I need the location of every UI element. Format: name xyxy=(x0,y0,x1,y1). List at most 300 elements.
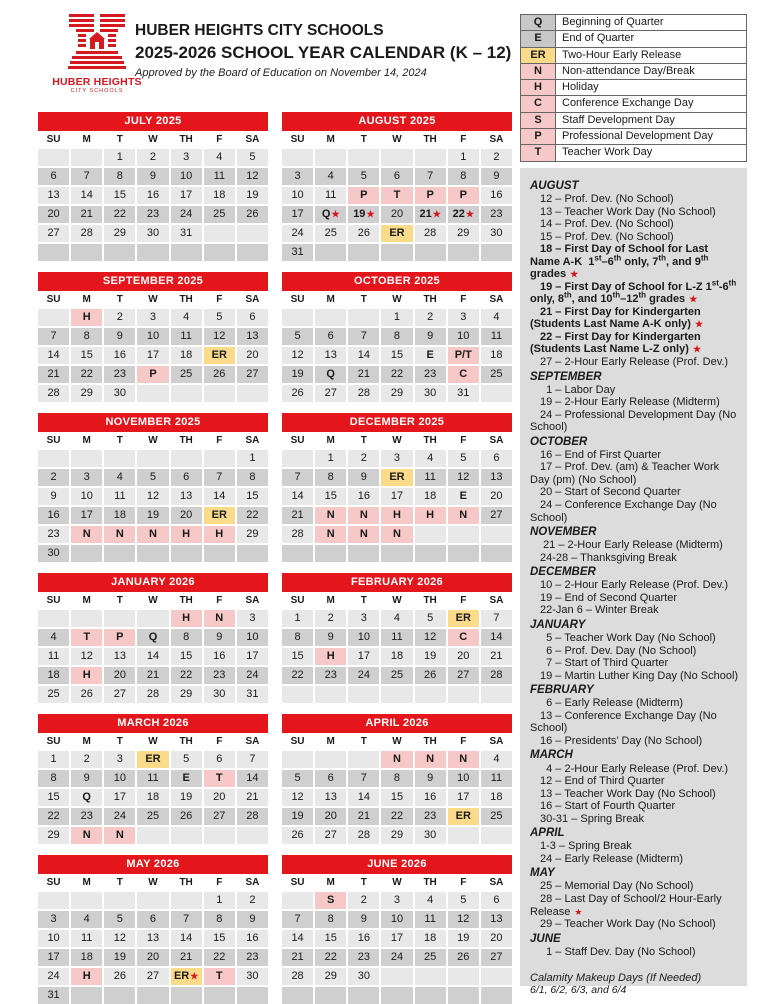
day-cell: 22 xyxy=(204,949,235,966)
day-cell: 3 xyxy=(282,168,313,185)
day-cell xyxy=(315,507,346,524)
day-cell: 19 xyxy=(448,930,479,947)
star-icon: ★ xyxy=(574,906,583,917)
day-cell-label: N xyxy=(359,528,368,540)
day-cell: 18 xyxy=(71,949,102,966)
month-december xyxy=(282,413,512,562)
logo-title: HUBER HEIGHTS xyxy=(52,76,142,88)
star-icon: ★ xyxy=(692,344,702,355)
district-logo xyxy=(50,12,144,94)
sidebar-item: 21 – 2-Hour Early Release (Midterm) xyxy=(540,539,723,552)
day-cell: 22 xyxy=(38,808,69,825)
legend-label: Teacher Work Day xyxy=(562,146,653,159)
day-cell-empty xyxy=(348,149,379,166)
day-cell: 2 xyxy=(71,751,102,768)
day-cell-empty xyxy=(137,545,168,562)
day-cell xyxy=(315,648,346,665)
day-header: F xyxy=(204,434,235,448)
day-cell: 4 xyxy=(171,309,202,326)
day-header: F xyxy=(204,293,235,307)
day-header-row xyxy=(282,133,512,147)
day-header: TH xyxy=(415,293,446,307)
day-header: SA xyxy=(481,735,512,749)
day-header: TH xyxy=(171,293,202,307)
day-cell: 31 xyxy=(38,987,69,1004)
day-cell: 9 xyxy=(415,328,446,345)
day-cell: 3 xyxy=(381,892,412,909)
day-cell-empty xyxy=(381,244,412,261)
day-cell: 10 xyxy=(237,629,268,646)
week-row xyxy=(282,949,512,966)
day-cell: 20 xyxy=(104,667,135,684)
day-cell: 18 xyxy=(204,187,235,204)
day-cell-label: 19 xyxy=(353,208,366,220)
day-cell: 10 xyxy=(448,770,479,787)
week-row xyxy=(38,385,268,402)
sidebar-item: 24-28 – Thanksgiving Break xyxy=(540,551,677,564)
day-cell: 5 xyxy=(137,469,168,486)
day-cell: 11 xyxy=(381,629,412,646)
day-header: SU xyxy=(282,434,313,448)
day-cell: 14 xyxy=(171,930,202,947)
day-cell: 27 xyxy=(481,507,512,524)
day-header: TH xyxy=(415,434,446,448)
day-cell: 30 xyxy=(348,968,379,985)
day-cell: 17 xyxy=(348,648,379,665)
day-cell: 29 xyxy=(71,385,102,402)
day-cell: 6 xyxy=(481,892,512,909)
day-cell: 9 xyxy=(348,469,379,486)
day-cell xyxy=(448,488,479,505)
day-cell: 26 xyxy=(171,808,202,825)
day-cell: 29 xyxy=(237,526,268,543)
day-cell-empty xyxy=(348,244,379,261)
day-cell-label: N xyxy=(115,528,124,540)
day-cell-empty xyxy=(38,892,69,909)
legend-row xyxy=(520,64,747,80)
day-cell-empty xyxy=(415,968,446,985)
day-cell-label: E xyxy=(182,772,190,784)
day-cell: 26 xyxy=(348,225,379,242)
week-row xyxy=(38,507,268,524)
week-row xyxy=(282,827,512,844)
day-cell xyxy=(137,366,168,383)
day-header: SU xyxy=(38,876,69,890)
week-row xyxy=(38,149,268,166)
day-cell-empty xyxy=(315,149,346,166)
week-row xyxy=(38,987,268,1004)
day-cell: 7 xyxy=(171,911,202,928)
day-cell: 9 xyxy=(237,911,268,928)
day-cell: 18 xyxy=(381,648,412,665)
day-cell-empty xyxy=(71,450,102,467)
day-cell: 27 xyxy=(104,686,135,703)
day-cell-empty xyxy=(71,545,102,562)
sidebar-item: 1-3 – Spring Break xyxy=(540,840,632,853)
day-cell: 24 xyxy=(348,667,379,684)
day-cell-label: T xyxy=(215,772,223,784)
day-cell: 12 xyxy=(415,629,446,646)
day-cell: 3 xyxy=(171,149,202,166)
day-cell-empty xyxy=(104,987,135,1004)
week-row xyxy=(282,366,512,383)
sidebar-month-heading: MARCH xyxy=(530,749,573,762)
day-cell: 1 xyxy=(237,450,268,467)
day-cell-empty xyxy=(448,545,479,562)
day-cell: 14 xyxy=(38,347,69,364)
sidebar-item: 19 – End of Second Quarter xyxy=(540,591,677,604)
legend-row xyxy=(520,31,747,47)
day-cell-label: Q xyxy=(148,631,158,643)
day-cell: 6 xyxy=(171,469,202,486)
day-header: SA xyxy=(237,594,268,608)
sidebar-item: 13 – Conference Exchange Day (No School) xyxy=(530,709,720,735)
day-header: T xyxy=(104,434,135,448)
day-cell: 8 xyxy=(104,168,135,185)
star-icon: ★ xyxy=(695,319,704,330)
day-cell: 2 xyxy=(315,610,346,627)
sidebar-item: 18 – First Day of School for Last Name A-K 1st–6th only, 7th, and 9th grades ★ xyxy=(530,243,712,281)
week-row xyxy=(282,968,512,985)
day-cell-label: ER xyxy=(389,471,405,483)
day-cell-empty xyxy=(282,987,313,1004)
day-cell: 14 xyxy=(282,488,313,505)
week-row xyxy=(38,488,268,505)
day-cell-empty xyxy=(204,545,235,562)
sidebar-item: 17 – Prof. Dev. (am) & Teacher Work Day (pm) (No School) xyxy=(530,461,723,486)
day-cell xyxy=(315,366,346,383)
day-cell xyxy=(171,610,202,627)
day-header: T xyxy=(348,293,379,307)
day-cell: 19 xyxy=(104,949,135,966)
day-cell: 21 xyxy=(282,949,313,966)
month-title: OCTOBER 2025 xyxy=(282,272,512,291)
day-header: M xyxy=(71,876,102,890)
day-cell-label: Q xyxy=(82,791,91,803)
day-cell: 28 xyxy=(348,827,379,844)
day-cell xyxy=(204,507,235,524)
day-cell-empty xyxy=(38,309,69,326)
day-header: T xyxy=(104,594,135,608)
day-cell-empty xyxy=(415,149,446,166)
day-cell-empty xyxy=(481,244,512,261)
day-cell: 25 xyxy=(381,667,412,684)
day-cell xyxy=(204,610,235,627)
day-header: M xyxy=(315,434,346,448)
day-cell xyxy=(71,789,102,806)
day-cell: 15 xyxy=(381,789,412,806)
week-row xyxy=(38,930,268,947)
day-cell: 14 xyxy=(137,648,168,665)
week-row xyxy=(38,949,268,966)
day-header: SA xyxy=(481,876,512,890)
day-cell-empty xyxy=(448,968,479,985)
day-cell-label: 22 xyxy=(452,208,465,220)
week-row xyxy=(282,610,512,627)
day-cell: 5 xyxy=(171,751,202,768)
day-cell: 14 xyxy=(71,187,102,204)
week-row xyxy=(282,244,512,261)
day-cell-empty xyxy=(448,526,479,543)
day-cell: 7 xyxy=(348,328,379,345)
day-cell-label: E xyxy=(426,349,434,361)
week-row xyxy=(38,206,268,223)
day-cell xyxy=(348,206,379,223)
day-cell-empty xyxy=(38,244,69,261)
sidebar-item: 24 – Early Release (Midterm) xyxy=(540,852,684,865)
day-cell-empty xyxy=(381,987,412,1004)
day-cell: 19 xyxy=(282,366,313,383)
day-cell: 14 xyxy=(282,930,313,947)
star-icon: ★ xyxy=(331,209,340,219)
month-title: FEBRUARY 2026 xyxy=(282,573,512,592)
sidebar-month-heading: APRIL xyxy=(530,827,565,840)
day-cell-label: N xyxy=(149,528,157,540)
day-cell xyxy=(448,629,479,646)
week-row xyxy=(38,827,268,844)
day-cell: 20 xyxy=(237,347,268,364)
day-cell: 2 xyxy=(104,309,135,326)
day-cell-empty xyxy=(282,545,313,562)
day-cell xyxy=(381,751,412,768)
day-cell xyxy=(137,526,168,543)
day-header: SA xyxy=(481,594,512,608)
day-cell xyxy=(415,347,446,364)
day-cell-label: ER xyxy=(455,810,471,822)
day-cell: 11 xyxy=(38,648,69,665)
day-cell: 21 xyxy=(348,808,379,825)
week-row xyxy=(282,789,512,806)
day-header: T xyxy=(104,293,135,307)
day-cell: 25 xyxy=(481,366,512,383)
day-header-row xyxy=(38,594,268,608)
week-row xyxy=(282,526,512,543)
day-cell: 3 xyxy=(137,309,168,326)
day-cell: 24 xyxy=(381,949,412,966)
day-header: T xyxy=(348,876,379,890)
day-cell: 22 xyxy=(237,507,268,524)
day-cell: 23 xyxy=(137,206,168,223)
sidebar-item: 22 – First Day for Kindergarten (Students Last Name L-Z only) ★ xyxy=(530,330,704,356)
day-cell: 1 xyxy=(381,309,412,326)
day-cell: 4 xyxy=(481,309,512,326)
day-cell-empty xyxy=(204,225,235,242)
sidebar-item: 19 – Martin Luther King Day (No School) xyxy=(540,669,739,682)
sidebar-item: 1 – Staff Dev. Day (No School) xyxy=(540,945,696,958)
day-cell: 17 xyxy=(104,789,135,806)
day-cell: 23 xyxy=(481,206,512,223)
day-cell-empty xyxy=(104,892,135,909)
day-cell-label: H xyxy=(215,528,224,540)
week-row xyxy=(282,469,512,486)
week-row xyxy=(38,469,268,486)
week-row xyxy=(38,526,268,543)
day-cell: 21 xyxy=(237,789,268,806)
day-cell xyxy=(204,968,235,985)
day-header-row xyxy=(38,293,268,307)
day-header: M xyxy=(71,594,102,608)
day-cell: 10 xyxy=(104,770,135,787)
day-cell-empty xyxy=(171,892,202,909)
day-cell-label: P xyxy=(360,189,368,201)
day-cell xyxy=(171,526,202,543)
day-cell: 17 xyxy=(237,648,268,665)
day-cell: 17 xyxy=(448,789,479,806)
day-cell xyxy=(104,526,135,543)
day-cell: 26 xyxy=(204,366,235,383)
day-cell: 8 xyxy=(171,629,202,646)
day-cell xyxy=(315,892,346,909)
day-header: W xyxy=(381,133,412,147)
day-cell: 7 xyxy=(204,469,235,486)
day-cell: 31 xyxy=(448,385,479,402)
day-cell: 26 xyxy=(71,686,102,703)
day-cell: 13 xyxy=(481,911,512,928)
day-cell-empty xyxy=(38,450,69,467)
day-cell: 26 xyxy=(282,827,313,844)
legend-row xyxy=(520,129,747,145)
day-header: W xyxy=(381,735,412,749)
day-cell: 9 xyxy=(104,328,135,345)
day-cell: 18 xyxy=(481,789,512,806)
week-row xyxy=(282,168,512,185)
day-cell: 5 xyxy=(282,328,313,345)
footnote-title: Calamity Makeup Days (If Needed) xyxy=(530,972,702,985)
sidebar-item: 19 – 2-Hour Early Release (Midterm) xyxy=(540,396,720,409)
month-title: APRIL 2026 xyxy=(282,714,512,733)
day-cell-empty xyxy=(137,385,168,402)
day-cell-empty xyxy=(71,987,102,1004)
star-icon: ★ xyxy=(689,294,698,305)
day-cell: 12 xyxy=(282,347,313,364)
week-row xyxy=(38,751,268,768)
day-cell: 30 xyxy=(204,686,235,703)
day-cell: 7 xyxy=(237,751,268,768)
day-cell-label: Q xyxy=(326,368,335,380)
day-cell: 5 xyxy=(415,610,446,627)
day-cell-empty xyxy=(38,610,69,627)
day-cell: 4 xyxy=(71,911,102,928)
day-cell: 7 xyxy=(282,469,313,486)
sidebar-item: 4 – 2-Hour Early Release (Prof. Dev.) xyxy=(540,762,729,775)
day-cell: 15 xyxy=(381,347,412,364)
day-cell-empty xyxy=(137,987,168,1004)
day-cell-empty xyxy=(381,968,412,985)
day-cell: 17 xyxy=(381,488,412,505)
day-cell: 6 xyxy=(38,168,69,185)
day-cell: 3 xyxy=(381,450,412,467)
day-cell xyxy=(448,751,479,768)
sidebar-item: 19 – First Day of School for L-Z 1st-6th only, 8th, and 10th–12th grades ★ xyxy=(530,278,740,306)
day-cell-empty xyxy=(481,827,512,844)
day-cell-empty xyxy=(348,751,379,768)
day-cell: 13 xyxy=(104,648,135,665)
day-cell-empty xyxy=(104,610,135,627)
month-title: NOVEMBER 2025 xyxy=(38,413,268,432)
day-cell: 10 xyxy=(137,328,168,345)
day-cell xyxy=(448,610,479,627)
day-cell-empty xyxy=(315,244,346,261)
day-cell: 16 xyxy=(415,789,446,806)
sidebar-sections xyxy=(530,180,739,958)
sidebar-month-heading: JUNE xyxy=(530,932,561,945)
day-cell: 16 xyxy=(348,930,379,947)
day-cell: 21 xyxy=(171,949,202,966)
sidebar-item: 5 – Teacher Work Day (No School) xyxy=(540,632,716,645)
month-august xyxy=(282,112,512,261)
day-cell: 17 xyxy=(38,949,69,966)
day-header: W xyxy=(137,133,168,147)
day-cell: 5 xyxy=(448,892,479,909)
day-cell-label: N xyxy=(359,509,368,521)
day-cell: 9 xyxy=(204,629,235,646)
sidebar-item: 6 – Early Release (Midterm) xyxy=(540,697,684,710)
week-row xyxy=(282,206,512,223)
day-header: M xyxy=(71,293,102,307)
day-header: TH xyxy=(415,876,446,890)
month-title: MAY 2026 xyxy=(38,855,268,874)
day-cell xyxy=(71,629,102,646)
day-cell: 16 xyxy=(204,648,235,665)
legend-key: N xyxy=(521,64,556,79)
day-cell: 21 xyxy=(481,648,512,665)
day-cell: 22 xyxy=(381,808,412,825)
day-cell xyxy=(315,526,346,543)
day-cell-empty xyxy=(104,545,135,562)
day-cell: 20 xyxy=(315,808,346,825)
day-cell: 25 xyxy=(415,949,446,966)
day-cell-label: P/T xyxy=(454,349,472,361)
day-cell xyxy=(448,206,479,223)
day-cell-label: ER xyxy=(211,509,227,521)
day-cell: 5 xyxy=(204,309,235,326)
day-cell: 21 xyxy=(137,667,168,684)
day-cell: 24 xyxy=(38,968,69,985)
page-subtitle: 2025-2026 SCHOOL YEAR CALENDAR (K – 12) xyxy=(135,43,512,62)
day-cell-empty xyxy=(282,149,313,166)
month-title: JANUARY 2026 xyxy=(38,573,268,592)
day-cell-label: ER xyxy=(389,227,405,239)
day-cell xyxy=(415,507,446,524)
day-cell: 8 xyxy=(315,469,346,486)
day-cell-label: N xyxy=(393,753,401,765)
sidebar-item: 24 – Conference Exchange Day (No School) xyxy=(530,499,720,524)
day-cell: 3 xyxy=(237,610,268,627)
day-cell: 14 xyxy=(481,629,512,646)
day-cell-empty xyxy=(381,545,412,562)
day-header: F xyxy=(204,735,235,749)
day-cell: 28 xyxy=(348,385,379,402)
day-cell: 14 xyxy=(348,789,379,806)
day-header: SU xyxy=(38,594,69,608)
day-cell: 21 xyxy=(348,366,379,383)
day-cell: 18 xyxy=(415,930,446,947)
day-cell: 1 xyxy=(282,610,313,627)
day-cell-label: C xyxy=(459,368,468,380)
day-cell: 15 xyxy=(171,648,202,665)
day-cell: 11 xyxy=(415,911,446,928)
day-cell: 18 xyxy=(38,667,69,684)
day-cell-empty xyxy=(171,244,202,261)
day-header: M xyxy=(315,735,346,749)
month-november xyxy=(38,413,268,562)
day-cell-label: H xyxy=(182,528,191,540)
day-cell: 6 xyxy=(204,751,235,768)
day-cell: 3 xyxy=(448,309,479,326)
day-cell xyxy=(137,629,168,646)
day-header: TH xyxy=(415,133,446,147)
day-header: T xyxy=(104,133,135,147)
